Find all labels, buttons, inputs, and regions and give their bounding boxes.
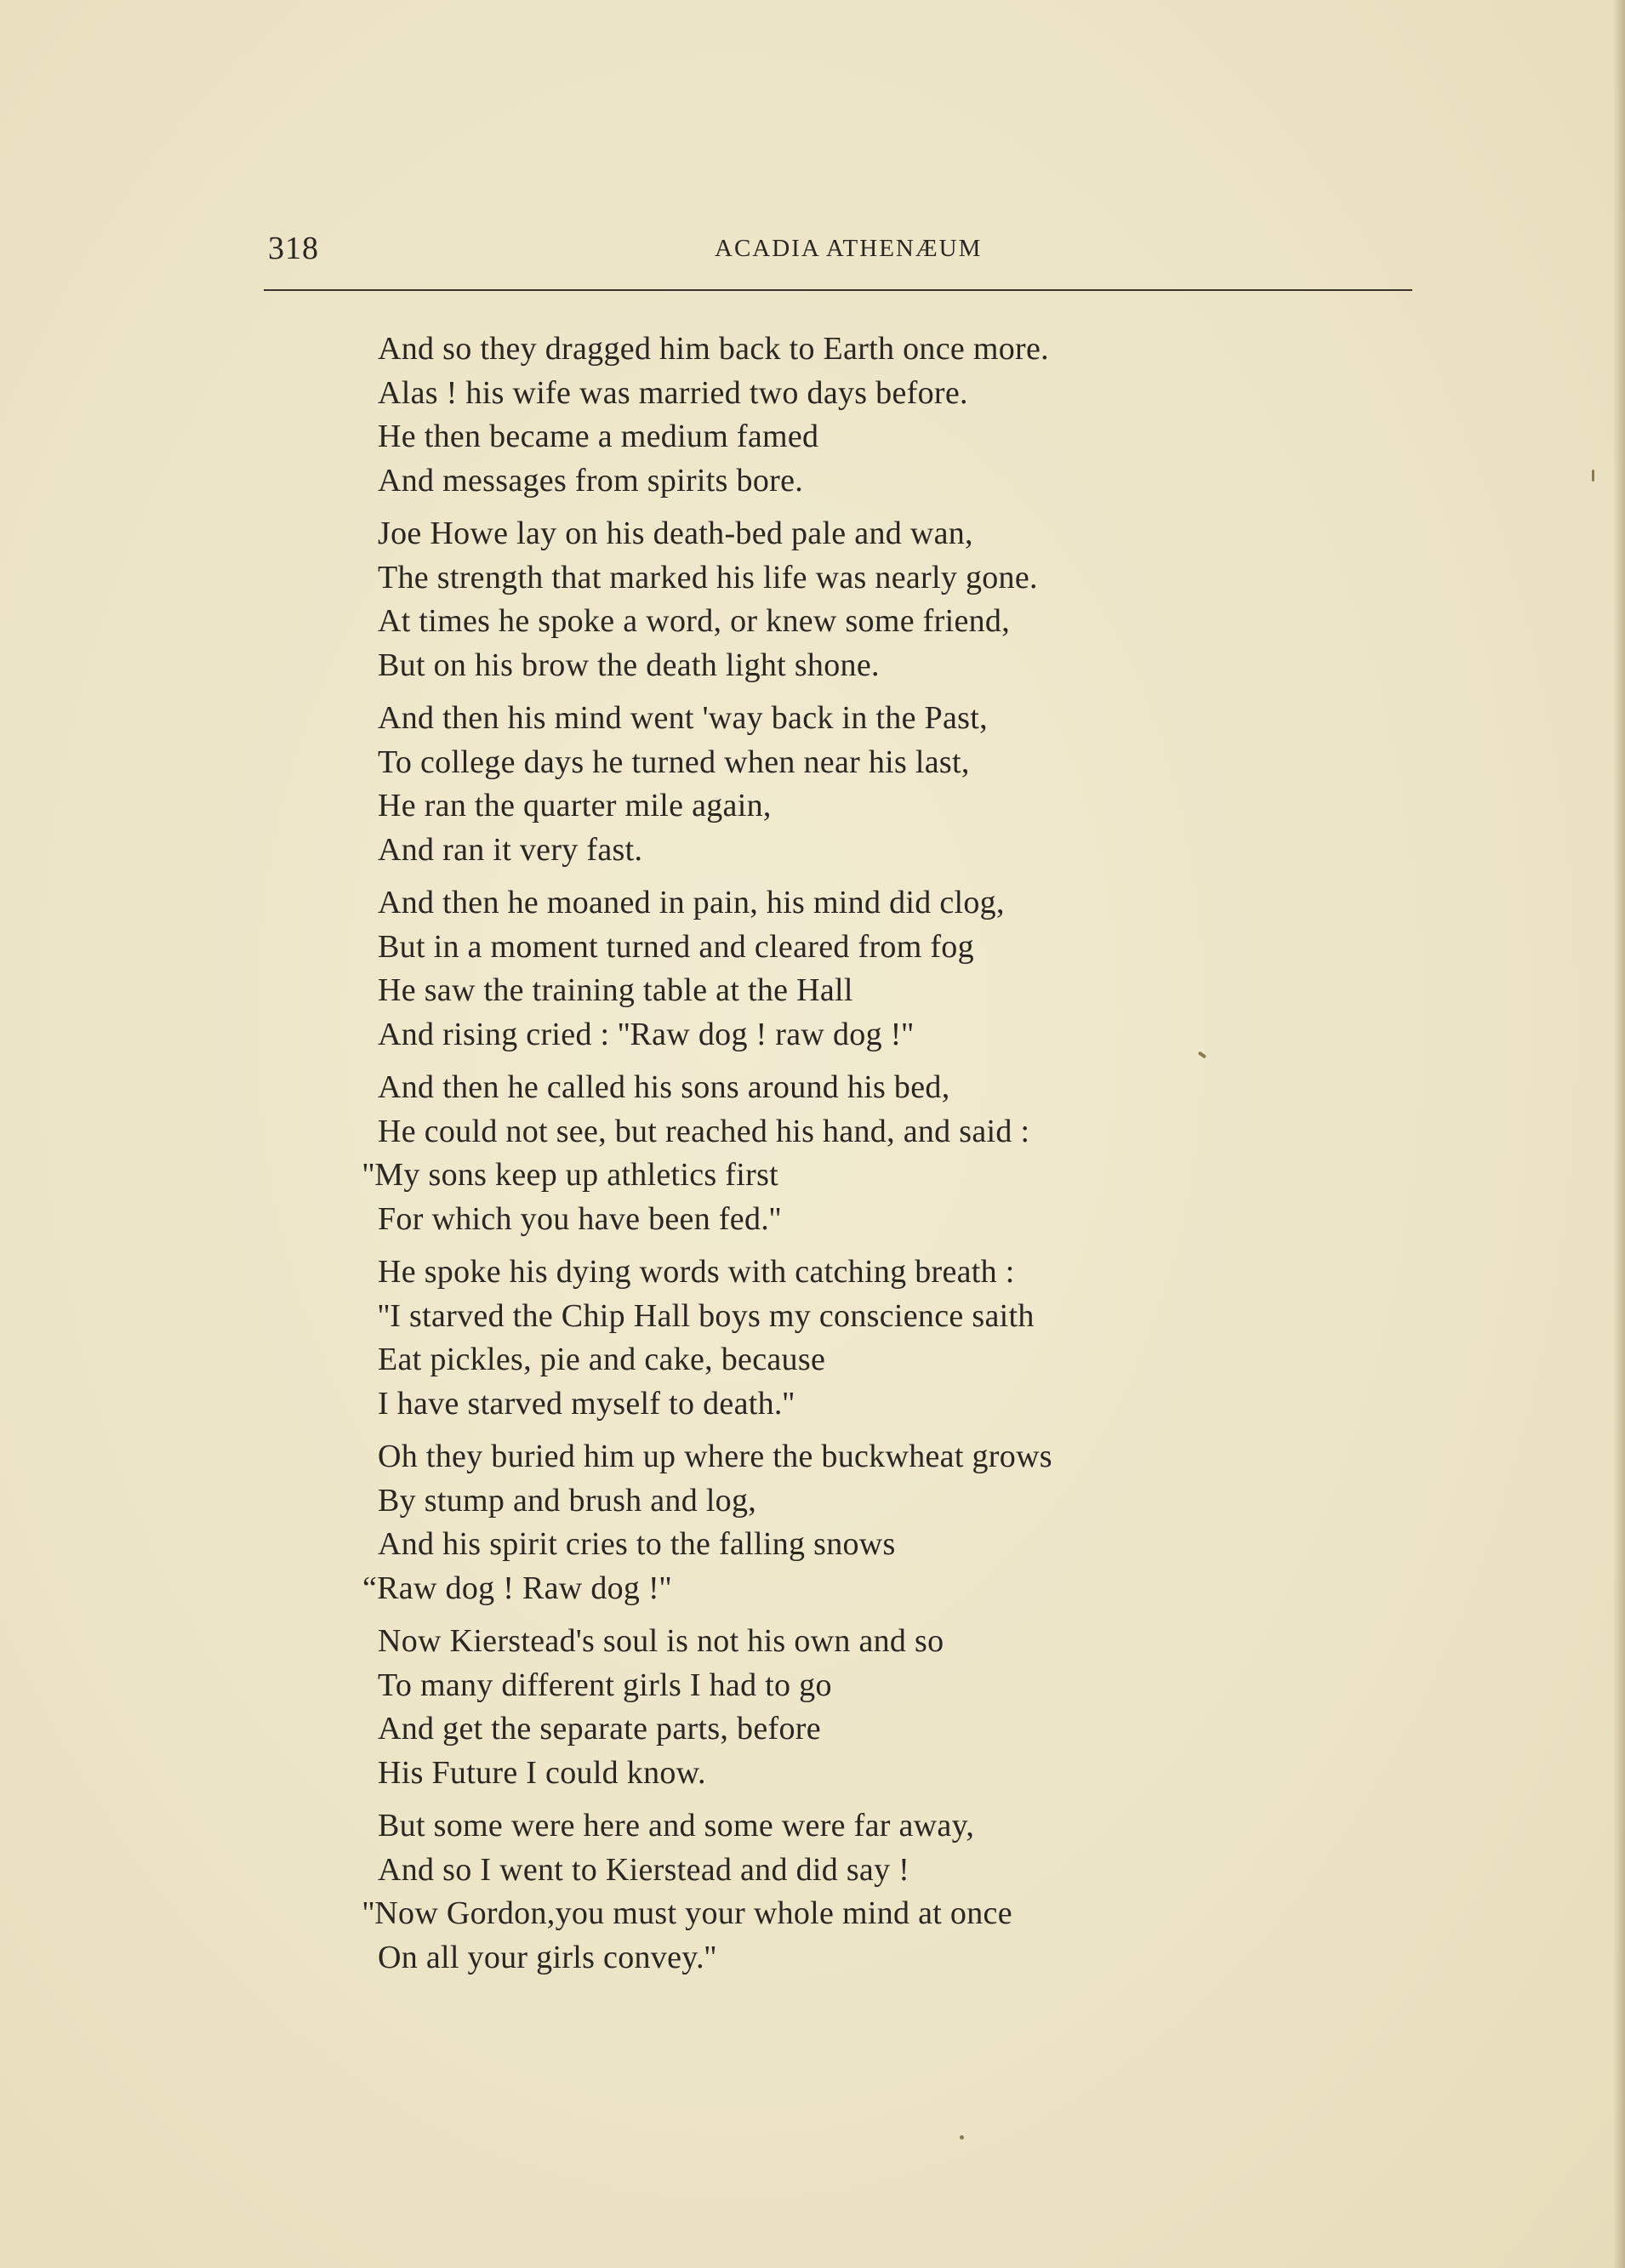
- poem-line: He ran the quarter mile again,: [378, 788, 772, 823]
- stanza: [378, 881, 1331, 1057]
- poem-line: On all your girls convey.'': [378, 1939, 717, 1975]
- speck-mark: [1592, 470, 1594, 482]
- poem-line: Alas ! his wife was married two days before.: [378, 374, 968, 411]
- poem-body: [362, 328, 1331, 1989]
- page-edge-shadow: [1613, 0, 1625, 2268]
- poem-line: But some were here and some were far away,: [378, 1808, 975, 1843]
- poem-line: To college days he turned when near his last,: [378, 744, 970, 780]
- poem-line: Now Kierstead's soul is not his own and so: [378, 1623, 944, 1659]
- poem-line: Joe Howe lay on his death-bed pale and wan,: [378, 516, 973, 551]
- stanza: [378, 1251, 1331, 1426]
- poem-line: “Raw dog ! Raw dog !'': [362, 1570, 672, 1606]
- stanza: [362, 1435, 1331, 1610]
- poem-line: The strength that marked his life was nearly gone.: [378, 559, 1038, 595]
- page-header: [268, 230, 1408, 281]
- stanza: [362, 1066, 1331, 1241]
- stanza: [378, 1620, 1331, 1795]
- stanza: [362, 1804, 1331, 1980]
- poem-line: I have starved myself to death.'': [378, 1385, 795, 1422]
- poem-line: To many different girls I had to go: [378, 1667, 832, 1703]
- stanza: [378, 512, 1331, 687]
- poem-line: ''My sons keep up athletics first: [362, 1157, 779, 1193]
- poem-line: And messages from spirits bore.: [378, 462, 804, 499]
- poem-line: His Future I could know.: [378, 1754, 706, 1791]
- poem-line: And then his mind went 'way back in the Past,: [378, 700, 988, 736]
- poem-line: But in a moment turned and cleared from fog: [378, 928, 974, 965]
- poem-line: Eat pickles, pie and cake, because: [378, 1342, 826, 1377]
- page-number: 318: [268, 231, 319, 266]
- speck-mark: [960, 2135, 964, 2140]
- poem-line: He could not see, but reached his hand, and said :: [378, 1113, 1030, 1149]
- poem-line: He spoke his dying words with catching breath :: [378, 1254, 1015, 1290]
- poem-line: And so they dragged him back to Earth once more.: [378, 331, 1049, 367]
- poem-line: But on his brow the death light shone.: [378, 647, 880, 683]
- poem-line: And then he moaned in pain, his mind did clog,: [378, 885, 1005, 920]
- stanza: [378, 328, 1331, 503]
- poem-line: Oh they buried him up where the buckwheat grows: [378, 1439, 1052, 1474]
- poem-line: He then became a medium famed: [378, 419, 819, 454]
- poem-line: And get the separate parts, before: [378, 1711, 821, 1747]
- poem-line: And rising cried : ''Raw dog ! raw dog !'': [378, 1016, 914, 1052]
- poem-line: And his spirit cries to the falling snows: [378, 1526, 896, 1562]
- header-rule: [264, 289, 1412, 291]
- poem-line: And so I went to Kierstead and did say !: [378, 1851, 910, 1888]
- poem-line: By stump and brush and log,: [378, 1482, 757, 1519]
- poem-line: For which you have been fed.'': [378, 1200, 782, 1237]
- running-title: ACADIA ATHENÆUM: [715, 235, 983, 262]
- stanza: [378, 697, 1331, 872]
- poem-line: ''Now Gordon,you must your whole mind at once: [362, 1895, 1012, 1931]
- poem-line: ''I starved the Chip Hall boys my conscience saith: [378, 1297, 1035, 1334]
- poem-line: And ran it very fast.: [378, 831, 643, 868]
- poem-line: And then he called his sons around his bed,: [378, 1069, 950, 1105]
- poem-line: He saw the training table at the Hall: [378, 972, 853, 1008]
- poem-line: At times he spoke a word, or knew some friend,: [378, 603, 1011, 639]
